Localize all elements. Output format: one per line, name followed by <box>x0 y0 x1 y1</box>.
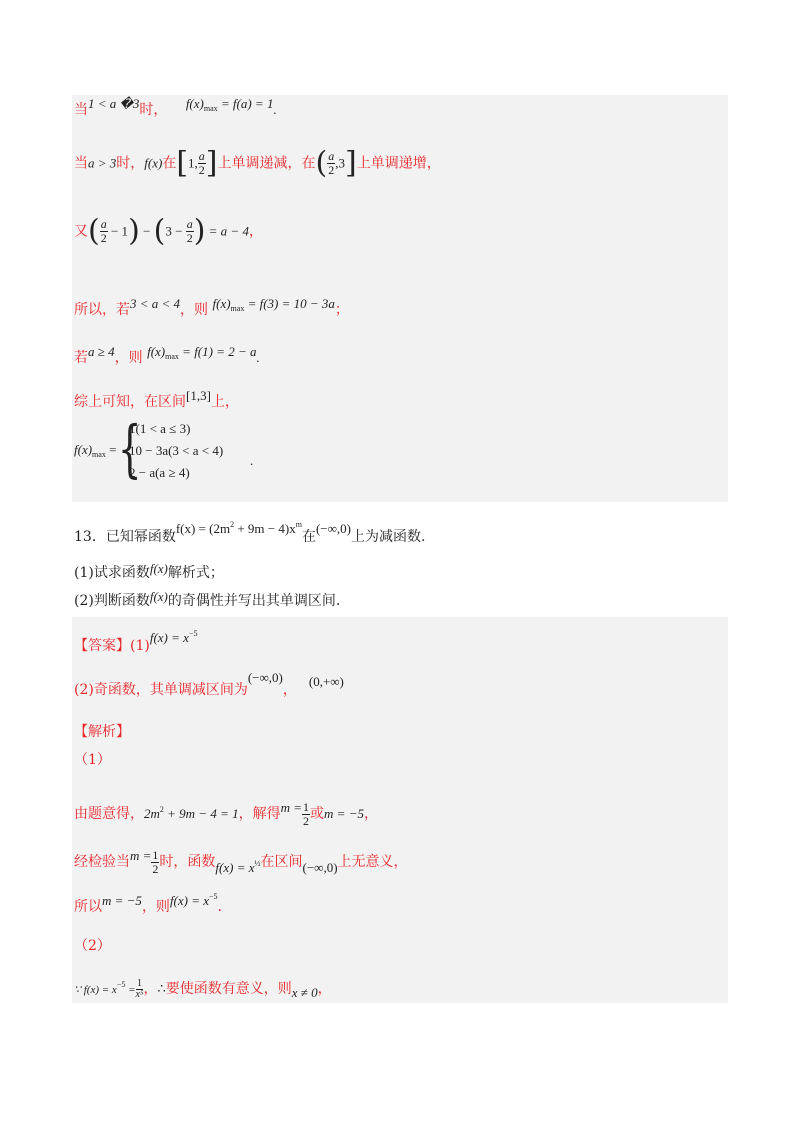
math-expr: 1 < a �3 <box>88 96 140 111</box>
math-expr: f(x) <box>212 296 231 311</box>
question-text: 上为减函数. <box>350 529 426 545</box>
answer-line-2 <box>74 670 344 700</box>
fraction: $\frac{a}{2}$ <box>328 149 335 177</box>
punct: . <box>256 350 260 365</box>
analysis-line-2: 经检验当m = $\frac{1}{2}$ 时，函数$f(x) = x^{\frac{1}{2}}$在区间(−∞,0)上无意义， <box>74 847 408 876</box>
math-expr: f(x) <box>144 155 163 171</box>
math-expr: f(x) <box>147 344 166 359</box>
case-text: ，则 <box>114 350 143 366</box>
answer-text: ， <box>282 682 297 698</box>
piecewise-case-1: 1(1 < a ≤ 3) <box>129 421 191 436</box>
piecewise-case-2: 10 − 3a(3 < a < 4) <box>129 443 224 458</box>
case-line-4 <box>74 296 349 325</box>
math-expr: f(x) <box>185 96 204 111</box>
math-expr: 3 − <box>165 223 186 239</box>
case-text: 又 <box>74 223 88 240</box>
case-text: 上单调递增， <box>356 155 441 172</box>
math-expr: − <box>139 223 154 239</box>
math-expr: f(x) = (2m <box>175 521 231 536</box>
fraction: $\frac{1}{2}$ <box>303 799 310 828</box>
analysis-line-4: ∵ $f(x) = x^{-5}$ = $\frac{1}{\text{x⁵}}$ ，∴要使函数有意义，则x ≠ 0， <box>74 977 332 1000</box>
question-part-1: (1)试求函数f(x)解析式； <box>74 561 224 581</box>
analysis-line-1: 由题意得，$2m^2 + 9m - 4 = 1$，解得m = $\frac{1}{2}$ 或m = −5， <box>74 799 378 828</box>
math-expr: (−∞,0) <box>247 670 283 685</box>
math-expr: [1,3] <box>186 388 211 403</box>
math-expr: ,3 <box>335 155 345 171</box>
case-text: 若 <box>74 350 88 366</box>
piecewise-case-3: 2 − a(a ≥ 4) <box>129 465 190 480</box>
punct: . <box>273 102 277 117</box>
piecewise-end: . <box>250 453 254 468</box>
answer-label: 【答案】(1) <box>74 638 150 654</box>
math-expr: 1, <box>188 155 198 171</box>
fraction: $\frac{a}{2}$ <box>198 149 205 177</box>
case-text: 当 <box>74 102 88 118</box>
case-text: 时， <box>139 102 168 118</box>
case-text: 上单调递减，在 <box>217 155 316 172</box>
case-text: 在 <box>162 155 177 172</box>
fraction: $\frac{1}{\text{x⁵}}$ <box>135 977 144 1000</box>
math-expr: = f(1) = 2 − a <box>178 344 257 359</box>
math-expr: = f(3) = 10 − 3a <box>244 296 335 311</box>
case-text: 上， <box>210 394 239 410</box>
math-expr: − 1 <box>107 223 129 239</box>
answer-line-1: 【答案】$(1)f(x) = x^{-5}$ <box>74 629 198 654</box>
case-line-6 <box>74 388 239 412</box>
math-expr: + 9m − 4)x <box>234 521 296 536</box>
question-13: 13．已知幂函数$f(x) = (2m^2 + 9m - 4)x^m$在(−∞,0)上为减函数. <box>74 520 426 545</box>
math-expr: a > 3 <box>88 155 117 171</box>
case-line-5 <box>74 344 260 373</box>
answer-text: (2)奇函数，其单调减区间为 <box>74 682 248 698</box>
math-expr: = f(a) = 1 <box>217 96 274 111</box>
math-sub: max <box>203 104 218 113</box>
analysis-line-3: 所以m = −5，则$f(x) = x^{-5}$. <box>74 892 222 915</box>
punct: ， <box>248 223 263 240</box>
case-text: 综上可知，在区间 <box>74 394 186 410</box>
part-2-label: （2） <box>74 938 111 954</box>
piecewise-lhs: $f(x)_{max}$ = <box>74 442 117 459</box>
math-expr: a ≥ 4 <box>88 344 115 359</box>
question-part-2: (2)判断函数f(x)的奇偶性并写出其单调区间. <box>74 589 341 609</box>
case-line-1 <box>74 96 277 125</box>
math-expr: = a − 4 <box>205 223 249 239</box>
question-text: 在 <box>301 529 316 545</box>
math-sub: max <box>230 304 245 313</box>
case-text: 当 <box>74 155 88 172</box>
analysis-label: 【解析】 <box>74 724 130 740</box>
math-expr: (0,+∞) <box>308 674 344 689</box>
part-1-label: （1） <box>74 752 111 768</box>
math-expr: 3 < a < 4 <box>130 296 181 311</box>
case-line-2: 当a > 3时，f(x)在[1, $\frac{a}{2}$ ]上单调递减，在( $\frac{a}{2}$ ,3]上单调递增， <box>74 145 441 181</box>
fraction: $\frac{1}{2}$ <box>152 847 159 876</box>
case-text: ，则 <box>180 302 209 318</box>
punct: ； <box>334 302 349 318</box>
question-text: 13．已知幂函数 <box>74 529 176 545</box>
math-expr: f(x) = x <box>149 630 189 645</box>
fraction: $\frac{a}{2}$ <box>100 217 107 245</box>
case-line-3: 又( $\frac{a}{2}$ − 1) − (3 − $\frac{a}{2}$ ) = a − 4， <box>74 213 263 249</box>
fraction: $\frac{a}{2}$ <box>186 217 193 245</box>
math-sub: max <box>165 352 179 361</box>
math-expr: (−∞,0) <box>315 521 351 536</box>
case-text: 所以，若 <box>74 302 130 318</box>
case-text: 时， <box>116 155 145 172</box>
left-brace-icon: { <box>117 412 142 485</box>
